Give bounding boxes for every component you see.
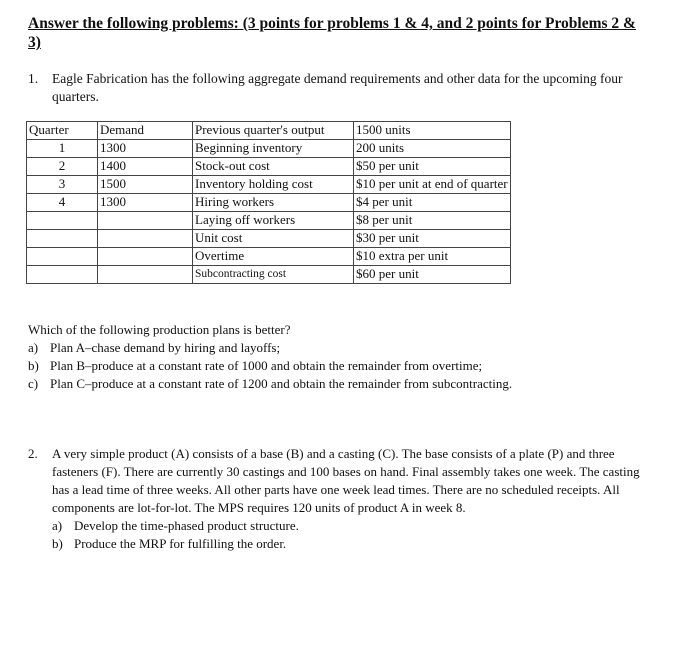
cell-label: Inventory holding cost: [193, 176, 354, 194]
cell-quarter: 2: [27, 158, 98, 176]
cell-label: Previous quarter's output: [193, 122, 354, 140]
cell-quarter: 4: [27, 194, 98, 212]
cell-label: Subcontracting cost: [193, 266, 354, 284]
option-text: Plan C–produce at a constant rate of 1200 and obtain the remainder from subcontracting.: [50, 376, 513, 391]
table-row: [27, 230, 511, 248]
problem-1-question-block: [28, 321, 648, 393]
cell-quarter: [27, 266, 98, 284]
option-label: b): [28, 358, 39, 373]
problem-2-text: A very simple product (A) consists of a base (B) and a casting (C). The base consists of a plate (P) and three fasteners (F). There are currently 30 castings and 100 bases on hand. Final assembly takes one week. The casting has a lead time of three weeks. All other parts have one week lead times. There are no scheduled receipts. All components are lot-for-lot. The MPS requires 120 units of product A in week 8.: [52, 446, 640, 515]
list-item: [28, 357, 648, 375]
cell-quarter: [27, 230, 98, 248]
cell-value: $10 per unit at end of quarter: [354, 176, 511, 194]
cell-value: $30 per unit: [354, 230, 511, 248]
problem-2: [28, 445, 648, 553]
cell-quarter: [27, 212, 98, 230]
cell-demand: 1500: [98, 176, 193, 194]
list-item: [52, 535, 648, 553]
cell-value: $8 per unit: [354, 212, 511, 230]
cell-value: $50 per unit: [354, 158, 511, 176]
header-demand: Demand: [98, 122, 193, 140]
assignment-heading: Answer the following problems: (3 points for problems 1 & 4, and 2 points for Problems 2 & 3): [28, 15, 636, 51]
table-row: [27, 212, 511, 230]
data-table: [26, 121, 511, 284]
cell-quarter: [27, 248, 98, 266]
cell-demand: [98, 248, 193, 266]
problem-1: [28, 70, 648, 106]
table-row: [27, 248, 511, 266]
cell-demand: 1400: [98, 158, 193, 176]
table-row: [27, 140, 511, 158]
part-text: Develop the time-phased product structure.: [74, 518, 299, 533]
cell-value: 200 units: [354, 140, 511, 158]
option-text: Plan B–produce at a constant rate of 1000 and obtain the remainder from overtime;: [50, 358, 483, 373]
cell-label: Overtime: [193, 248, 354, 266]
cell-label: Unit cost: [193, 230, 354, 248]
table-header-row: [27, 122, 511, 140]
cell-demand: [98, 212, 193, 230]
option-text: Plan A–chase demand by hiring and layoffs;: [50, 340, 281, 355]
cell-demand: [98, 266, 193, 284]
problem-1-number: 1.: [28, 71, 39, 86]
list-item: [28, 339, 648, 357]
problem-1-question: Which of the following production plans is better?: [28, 322, 291, 337]
table-row: [27, 266, 511, 284]
table-row: [27, 194, 511, 212]
cell-value: $60 per unit: [354, 266, 511, 284]
cell-demand: [98, 230, 193, 248]
list-item: [28, 375, 648, 393]
option-label: c): [28, 376, 39, 391]
cell-value: $4 per unit: [354, 194, 511, 212]
cell-quarter: 3: [27, 176, 98, 194]
cell-label: Stock-out cost: [193, 158, 354, 176]
cell-value: $10 extra per unit: [354, 248, 511, 266]
problem-2-number: 2.: [28, 446, 38, 461]
cell-value: 1500 units: [354, 122, 511, 140]
header-quarter: Quarter: [27, 122, 98, 140]
cell-demand: 1300: [98, 194, 193, 212]
problem-1-text: Eagle Fabrication has the following aggregate demand requirements and other data for the upcoming four quarters.: [52, 71, 623, 104]
list-item: [52, 517, 648, 535]
cell-label: Hiring workers: [193, 194, 354, 212]
table-row: [27, 176, 511, 194]
part-label: b): [52, 536, 63, 551]
cell-quarter: 1: [27, 140, 98, 158]
part-label: a): [52, 518, 63, 533]
part-text: Produce the MRP for fulfilling the order.: [74, 536, 287, 551]
cell-demand: 1300: [98, 140, 193, 158]
option-label: a): [28, 340, 39, 355]
table-row: [27, 158, 511, 176]
cell-label: Laying off workers: [193, 212, 354, 230]
cell-label: Beginning inventory: [193, 140, 354, 158]
